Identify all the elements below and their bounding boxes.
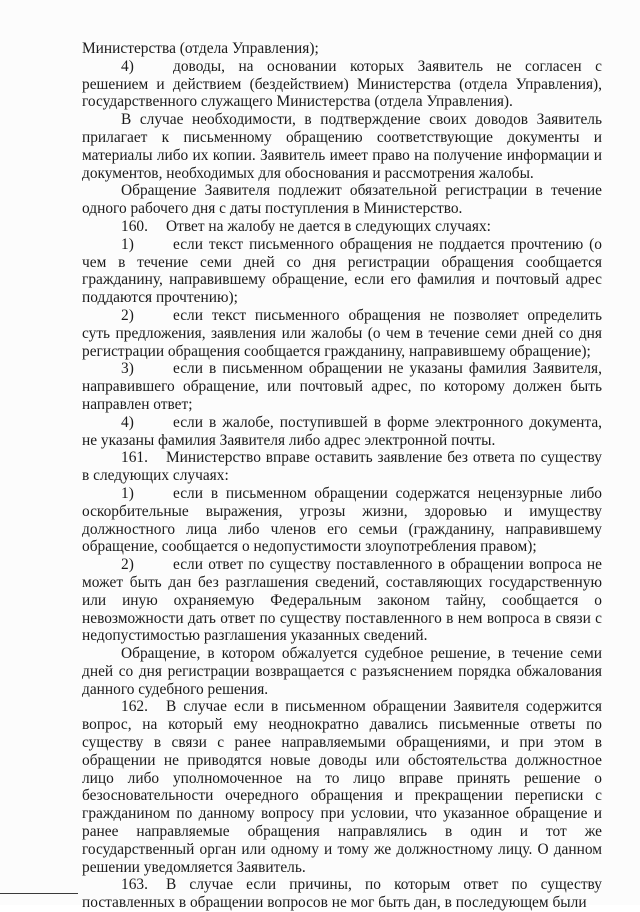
paragraph [82, 218, 602, 236]
document-body [82, 40, 602, 912]
paragraph [82, 449, 602, 485]
paragraph-text: Обращение, в котором обжалуется судебное решение, в течение семи дней со дня регистрации возвращается с разъяснением порядка обжалования данного судебного решения. [82, 645, 602, 698]
paragraph-text: если в письменном обращении содержатся нецензурные либо оскорбительные выражения, угрозы жизни, здоровью и имуществу должностного лица либо членов его семьи (гражданину, направившему обращение, сообщается о недопустимости злоупотребления правом); [82, 484, 602, 556]
paragraph-text: В случае необходимости, в подтверждение своих доводов Заявитель прилагает к письменному обращению соответствующие документы и материалы либо их копии. Заявитель имеет право на получение информации и документов, необходимых для обоснования и рассмотрения жалобы. [82, 111, 602, 182]
paragraph-text: Министерства (отдела Управления); [82, 40, 319, 57]
paragraph [82, 182, 602, 218]
paragraph-number: 4) [121, 413, 134, 431]
paragraph [82, 58, 602, 111]
paragraph [82, 645, 602, 698]
paragraph [82, 111, 602, 182]
paragraph-text: Министерство вправе оставить заявление без ответа по существу в следующих случаях: [82, 449, 602, 485]
paragraph-text: В случае если причины, по которым ответ по существу поставленных в обращении вопросов не мог быть дан, в последующем были [82, 876, 602, 912]
paragraph-text: Обращение Заявителя подлежит обязательной регистрации в течение одного рабочего дня с даты поступления в Министерство. [82, 182, 602, 218]
paragraph-number: 162. [121, 698, 148, 716]
paragraph [82, 485, 602, 556]
footer-rule [0, 893, 78, 894]
paragraph-text: доводы, на основании которых Заявитель не согласен с решением и действием (бездействием) Министерства (отдела Управления), государственного служащего Министерства (отдела Управления). [82, 57, 602, 111]
paragraph [82, 876, 602, 912]
paragraph-text: если в письменном обращении не указаны фамилия Заявителя, направившего обращение, или почтовый адрес, по которому должен быть направлен ответ; [82, 360, 602, 413]
paragraph-number: 2) [121, 556, 134, 574]
paragraph-number: 4) [121, 57, 134, 75]
paragraph-number: 2) [121, 306, 134, 324]
paragraph-text: В случае если в письменном обращении Заявителя содержится вопрос, на который ему неоднократно давались письменные ответы по существу в связи с ранее направляемыми обращениями, и при этом в обращении не приводятся новые доводы или обстоятельства должностное лицо либо уполномоченное на то лицо вправе принять решение о безосновательности очередного обращения и прекращении переписки с гражданином по данному вопросу при условии, что указанное обращение и ранее направляемые обращения направлялись в один и тот же государственный орган или одному и тому же должностному лицу. О данном решении уведомляется Заявитель. [82, 698, 602, 876]
paragraph [82, 307, 602, 360]
paragraph-number: 1) [121, 235, 134, 253]
paragraph-number: 3) [121, 360, 134, 378]
paragraph-text: если текст письменного обращения не поддается прочтению (о чем в течение семи дней со дня регистрации обращения сообщается гражданину, направившему обращение, если его фамилия и почтовый адрес поддаются прочтению); [82, 235, 602, 307]
paragraph-text: Ответ на жалобу не дается в следующих случаях: [166, 217, 491, 235]
paragraph [82, 360, 602, 413]
paragraph-number: 160. [121, 217, 148, 235]
paragraph-text: если ответ по существу поставленного в обращении вопроса не может быть дан без разглашения сведений, составляющих государственную или иную охраняемую Федеральным законом тайну, сообщается о невозможности дать ответ по существу поставленного в нем вопроса в связи с недопустимостью разглашения указанных сведений. [82, 556, 602, 645]
paragraph [82, 556, 602, 645]
paragraph-number: 1) [121, 484, 134, 502]
paragraph-number: 163. [121, 876, 148, 894]
paragraph [82, 698, 602, 876]
paragraph [82, 236, 602, 307]
paragraph [82, 414, 602, 450]
paragraph-number: 161. [121, 449, 148, 467]
paragraph [82, 40, 602, 58]
paragraph-text: если в жалобе, поступившей в форме электронного документа, не указаны фамилия Заявителя либо адрес электронной почты. [82, 413, 602, 449]
paragraph-text: если текст письменного обращения не позволяет определить суть предложения, заявления или жалобы (о чем в течение семи дней со дня регистрации обращения сообщается гражданину, направившему обращение); [82, 306, 602, 360]
